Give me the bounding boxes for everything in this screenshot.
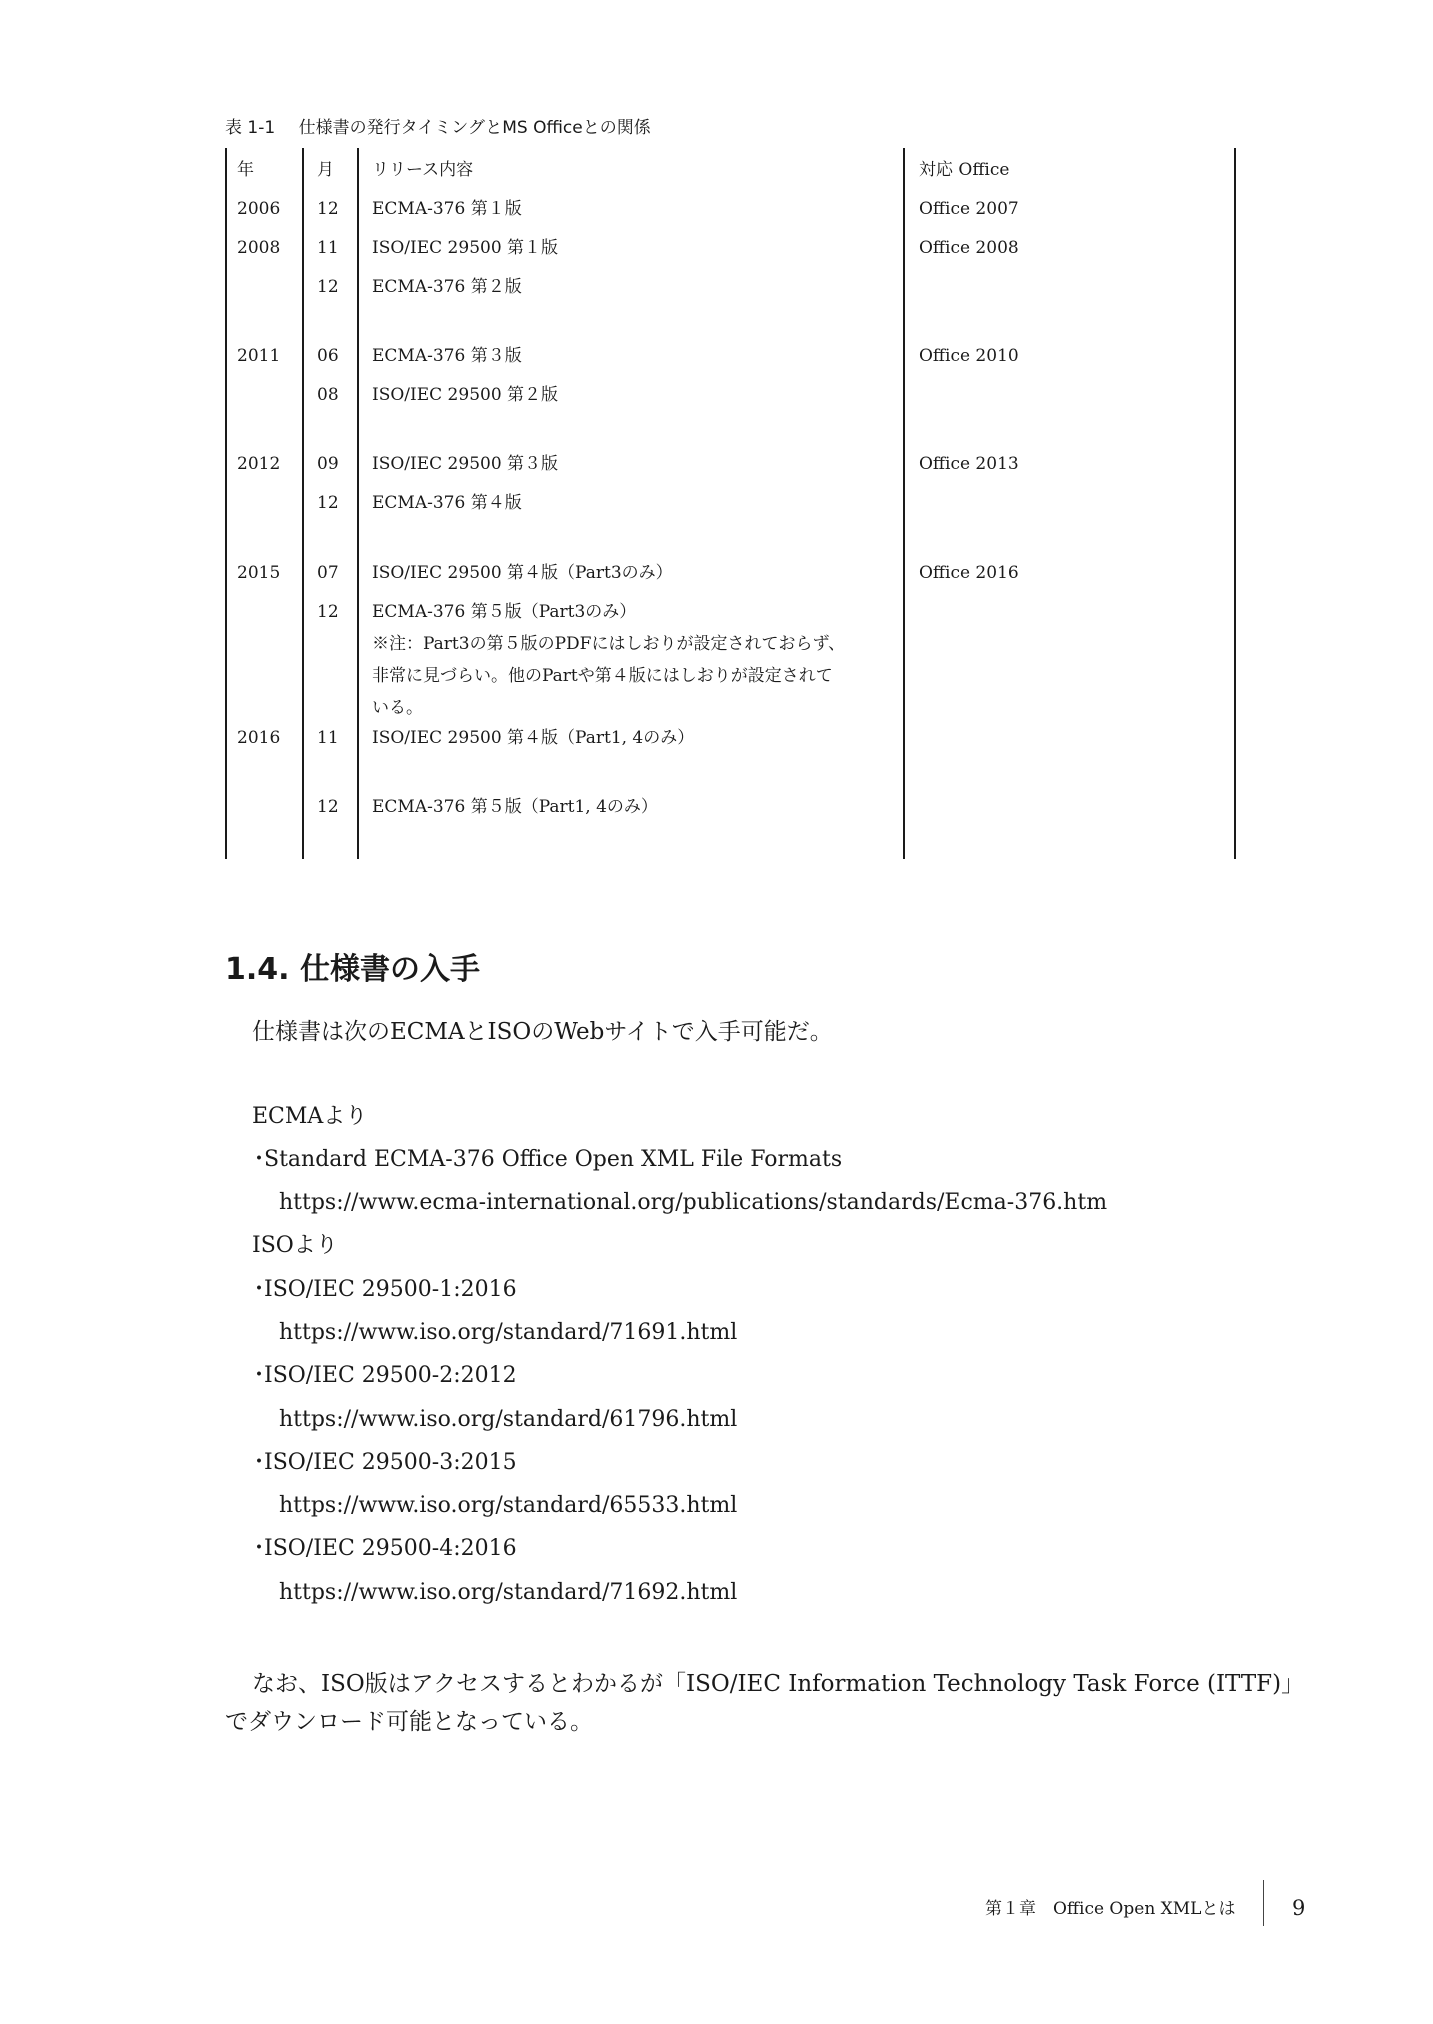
cell-year: 2006	[237, 199, 281, 219]
cell-month: 12	[317, 602, 339, 622]
release-line: ECMA-376 第１版	[372, 199, 522, 219]
cell-release	[372, 600, 912, 724]
header-month: 月	[317, 160, 334, 180]
header-year: 年	[237, 160, 254, 180]
list-item	[248, 1145, 842, 1175]
table-caption-number: 表 1-1	[225, 118, 276, 138]
cell-release	[372, 795, 912, 823]
header-office: 対応 Office	[919, 160, 1010, 180]
cell-month: 08	[317, 385, 339, 405]
section-heading: 1.4. 仕様書の入手	[225, 952, 480, 987]
intro-paragraph: 仕様書は次のECMAとISOのWebサイトで入手可能だ。	[252, 1019, 833, 1045]
cell-month: 11	[317, 238, 339, 258]
cell-release	[372, 452, 912, 480]
ecma-label: ECMAより	[252, 1104, 368, 1129]
cell-year: 2015	[237, 563, 281, 583]
list-item	[248, 1534, 517, 1564]
release-line: ISO/IEC 29500 第４版（Part3のみ）	[372, 563, 673, 583]
release-note-line: 非常に見づらい。他のPartや第４版にはしおりが設定されて	[372, 666, 833, 686]
footer-chapter-title: 第１章 Office Open XMLとは	[985, 1899, 1236, 1919]
bullet-mark: ・	[248, 1536, 271, 1561]
cell-release	[372, 383, 912, 411]
release-line: ECMA-376 第２版	[372, 277, 522, 297]
list-item	[248, 1448, 517, 1478]
cell-office: Office 2008	[919, 238, 1019, 258]
header-release: リリース内容	[372, 160, 474, 180]
cell-office: Office 2016	[919, 563, 1019, 583]
cell-year: 2012	[237, 454, 281, 474]
cell-release	[372, 236, 912, 264]
release-line: ISO/IEC 29500 第３版	[372, 454, 559, 474]
standard-title: ISO/IEC 29500-3:2015	[264, 1450, 517, 1475]
iso-label: ISOより	[252, 1233, 338, 1258]
standard-url-link[interactable]: https://www.iso.org/standard/61796.html	[279, 1407, 738, 1432]
table-divider-year	[302, 148, 304, 859]
release-line: ECMA-376 第４版	[372, 493, 522, 513]
footer-divider	[1263, 1880, 1264, 1926]
bullet-mark: ・	[248, 1363, 271, 1388]
bullet-mark: ・	[248, 1277, 271, 1302]
release-line: ISO/IEC 29500 第１版	[372, 238, 559, 258]
cell-year: 2008	[237, 238, 281, 258]
cell-month: 12	[317, 277, 339, 297]
table-caption-title: 仕様書の発行タイミングとMS Officeとの関係	[298, 118, 651, 138]
table-divider-month	[357, 148, 359, 859]
cell-month: 06	[317, 346, 339, 366]
standard-url-link[interactable]: https://www.iso.org/standard/71691.html	[279, 1320, 738, 1345]
release-line: ISO/IEC 29500 第２版	[372, 385, 559, 405]
cell-release	[372, 197, 912, 225]
table-border-left	[225, 148, 227, 859]
cell-year: 2016	[237, 728, 281, 748]
table-caption	[225, 116, 651, 140]
list-item	[248, 1275, 517, 1305]
cell-release	[372, 561, 912, 589]
release-line: ECMA-376 第５版（Part3のみ）	[372, 602, 637, 622]
cell-month: 07	[317, 563, 339, 583]
page-number: 9	[1292, 1896, 1306, 1920]
release-line: ECMA-376 第５版（Part1, 4のみ）	[372, 797, 658, 817]
cell-release	[372, 491, 912, 519]
closing-line: でダウンロード可能となっている。	[225, 1709, 593, 1735]
cell-month: 09	[317, 454, 339, 474]
cell-release	[372, 275, 912, 303]
release-note-line: いる。	[372, 698, 423, 718]
standard-url-link[interactable]: https://www.ecma-international.org/publications/standards/Ecma-376.htm	[279, 1190, 1108, 1215]
cell-office: Office 2007	[919, 199, 1019, 219]
standard-title: ISO/IEC 29500-2:2012	[264, 1363, 517, 1388]
cell-month: 11	[317, 728, 339, 748]
table-border-right	[1234, 148, 1236, 859]
cell-month: 12	[317, 493, 339, 513]
standard-title: ISO/IEC 29500-1:2016	[264, 1277, 517, 1302]
release-table	[225, 148, 1237, 859]
cell-office: Office 2010	[919, 346, 1019, 366]
release-line: ISO/IEC 29500 第４版（Part1, 4のみ）	[372, 728, 695, 748]
bullet-mark: ・	[248, 1450, 271, 1475]
release-line: ECMA-376 第３版	[372, 346, 522, 366]
cell-month: 12	[317, 199, 339, 219]
cell-release	[372, 344, 912, 372]
closing-paragraph	[225, 1665, 1305, 1741]
list-item	[248, 1361, 517, 1391]
cell-year: 2011	[237, 346, 281, 366]
standard-url-link[interactable]: https://www.iso.org/standard/65533.html	[279, 1493, 738, 1518]
cell-release	[372, 726, 912, 754]
standard-url-link[interactable]: https://www.iso.org/standard/71692.html	[279, 1580, 738, 1605]
cell-month: 12	[317, 797, 339, 817]
bullet-mark: ・	[248, 1147, 271, 1172]
closing-line: なお、ISO版はアクセスするとわかるが「ISO/IEC Information Technology Task Force (ITTF)」	[252, 1671, 1305, 1697]
standard-title: Standard ECMA-376 Office Open XML File Formats	[264, 1147, 843, 1172]
cell-office: Office 2013	[919, 454, 1019, 474]
release-note-line: ※注：Part3の第５版のPDFにはしおりが設定されておらず、	[372, 634, 846, 654]
standard-title: ISO/IEC 29500-4:2016	[264, 1536, 517, 1561]
